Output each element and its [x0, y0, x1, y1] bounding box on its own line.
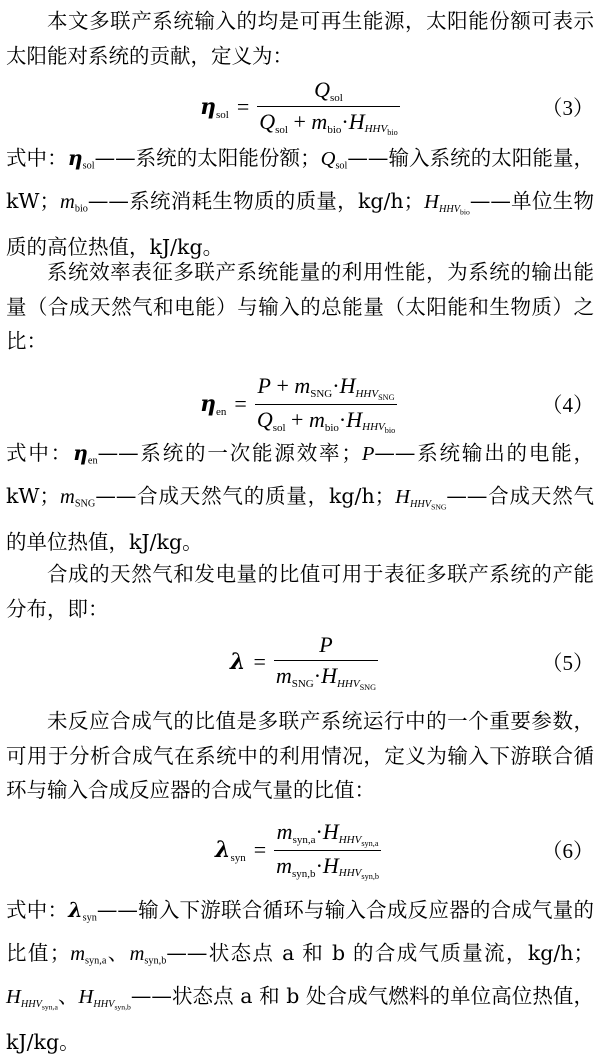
eq3-equals: =	[236, 94, 250, 119]
eq4-denominator: $Q_{sol}$ + $m_{bio}\cdot HHHV_{bio}$	[255, 404, 397, 436]
eq3-fraction	[257, 77, 399, 138]
eq6-denominator: $m_{syn,b}\cdot HHHV_{syn,b}$	[274, 850, 381, 882]
eq6-lhs: $\lambda_{syn}$	[215, 836, 246, 864]
eq4-equals: =	[234, 391, 247, 416]
eq3-numerator: $Q_{sol}$	[314, 76, 343, 104]
eq6-fraction	[274, 819, 381, 881]
eq3-lhs: $\eta_{sol}$	[200, 93, 229, 121]
paragraph-syngas-ratio-intro	[6, 704, 594, 808]
paragraph-text: 合成的天然气和发电量的比值可用于表征多联产系统的产能分布，即：	[6, 562, 594, 621]
eq4-numerator: $P + m_{SNG}\cdot HHHV_{SNG}$	[257, 372, 395, 402]
eq6-numerator: $m_{syn,a}\cdot HHHV_{syn,a}$	[276, 818, 379, 848]
eq6-equals: =	[253, 837, 267, 862]
paragraph-eq4-definitions: 式中：$\eta_{en}——$系统的一次能源效率；P——系统输出的电能，kW；$m_{SNG}——$合成天然气的质量，kg/h；$HHHV_{SNG}——$合成天然气的单位热值，kJ/kg。	[6, 441, 595, 554]
equation-5-body	[230, 627, 378, 697]
eq5-lhs: λ	[230, 649, 246, 675]
equation-number: （5）	[541, 651, 594, 675]
equation-3-body	[200, 72, 400, 142]
eq5-numerator: P	[319, 632, 333, 658]
equation-3	[0, 72, 600, 142]
eq5-fraction	[274, 632, 378, 692]
eq5-equals: =	[253, 649, 266, 674]
equation-6	[0, 815, 600, 885]
eq4-lhs: $\eta_{en}$	[200, 390, 227, 418]
paragraph-solar-share-intro	[6, 4, 594, 73]
paragraph-text: 未反应合成气的比值是多联产系统运行中的一个重要参数，可用于分析合成气在系统中的利用情况，定义为输入下游联合循环与输入合成反应器的合成气量的比值：	[6, 709, 594, 802]
eq3-denominator: $Q_{sol}$ + $m_{bio}\cdot HHHV_{bio}$	[257, 106, 399, 138]
paragraph-eq3-definitions: 式中：$\eta_{sol}——$系统的太阳能份额；$Q_{sol}——$输入系统的太阳能量，kW；$m_{bio}——$系统消耗生物质的质量，kg/h；$HHHV_{bio}——$单位生物质的高位热值，kJ/kg。	[6, 146, 595, 259]
paragraph-eq6-definitions: 式中：$\lambda_{syn}——$输入下游联合循环与输入合成反应器的合成气量的比值；$m_{syn,a}$、$m_{syn,b}——$状态点 a 和 b 的合成气质量流，kg/h；$HHHV_{syn,a}$、$HHHV_{syn,b}——$状态点 a 和 b 处合成气燃料的单位高位热值，kJ/kg。	[6, 898, 595, 1054]
equation-number: （4）	[541, 393, 594, 417]
eq4-fraction	[255, 373, 397, 435]
equation-number: （6）	[541, 839, 594, 863]
equation-5	[0, 627, 600, 697]
paragraph-text: 本文多联产系统输入的均是可再生能源，太阳能份额可表示太阳能对系统的贡献，定义为：	[6, 9, 594, 68]
equation-4-body	[200, 369, 397, 439]
eq5-denominator: $m_{SNG}\cdot HHHV_{SNG}$	[274, 660, 378, 692]
paragraph-text: 系统效率表征多联产系统能量的利用性能，为系统的输出能量（合成天然气和电能）与输入的总能量（太阳能和生物质）之比：	[6, 260, 594, 353]
equation-6-body	[215, 815, 381, 885]
paragraph-ratio-intro	[6, 557, 594, 626]
paragraph-efficiency-intro	[6, 255, 594, 359]
equation-number: （3）	[541, 96, 594, 120]
equation-4	[0, 369, 600, 439]
